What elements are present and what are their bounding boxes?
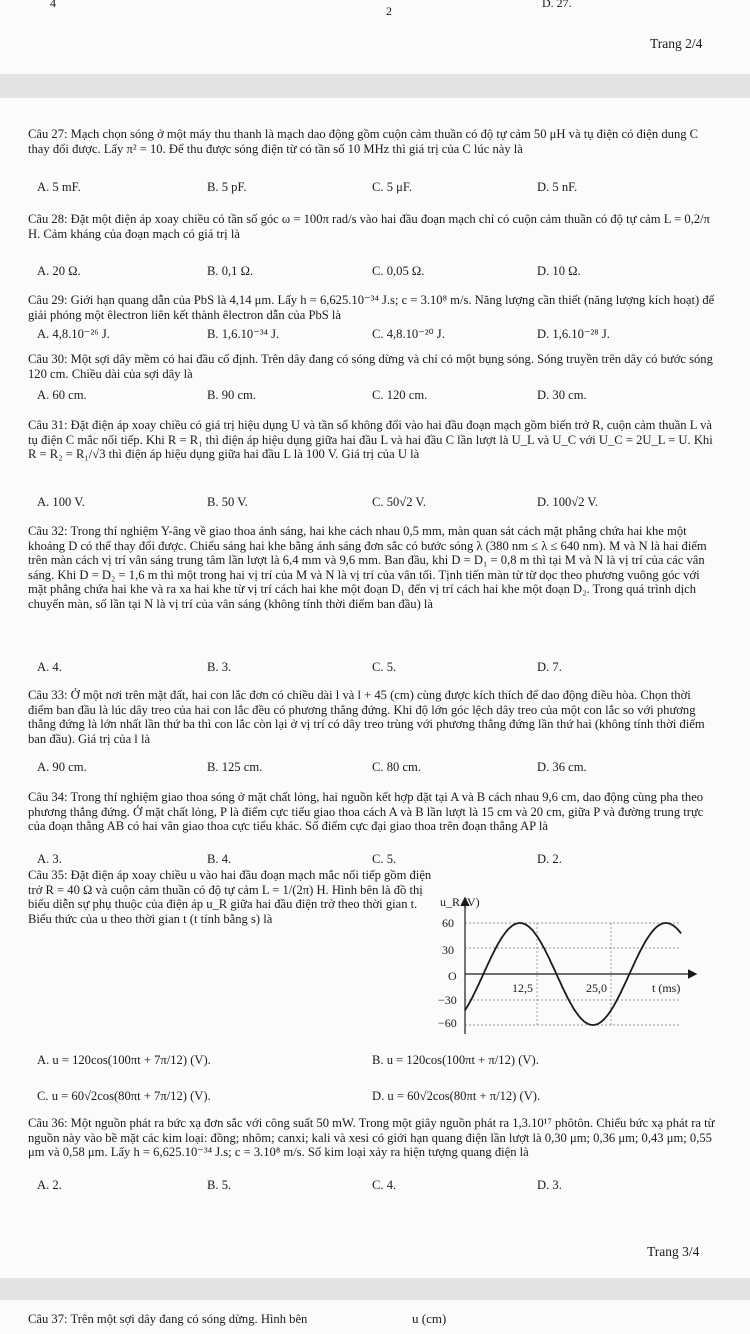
question-34: Câu 34: Trong thí nghiệm giao thoa sóng ở mặt chất lỏng, hai nguồn kết hợp đặt tại A và B cách nhau 9,6 cm, dao động cùng pha theo phương thẳng đứng. Ở mặt chất lỏng, P là điểm cực tiểu giao thoa cách A và B lần lượt là 15 cm và 20 cm, giữa P và đường trung trực của đoạn thẳng AB có hai vân giao thoa cực tiểu khác. Số điểm cực đại giao thoa trên đoạn thẳng AP là xyxy=(28,790,704,834)
option-b[interactable]: B. 5 pF. xyxy=(207,180,247,194)
graph-y-tick-neg60: −60 xyxy=(438,1016,457,1030)
header-fragment-1: 4 xyxy=(50,0,56,10)
question-30-options xyxy=(37,388,717,404)
question-27: Câu 27: Mạch chọn sóng ở một máy thu thanh là mạch dao động gồm cuộn cảm thuần có độ tự cảm 50 μH và tụ điện có điện dung C thay đổi được. Lấy π² = 10. Để thu được sóng điện từ có tần số 10 MHz thì giá trị của C lúc này là xyxy=(28,127,699,156)
option-b[interactable]: B. 1,6.10⁻³⁴ J. xyxy=(207,327,280,341)
question-30: Câu 30: Một sợi dây mềm có hai đầu cố định. Trên dây đang có sóng dừng và chỉ có một bụng sóng. Sóng truyền trên dây có bước sóng 120 cm. Chiều dài của sợi dây là xyxy=(28,352,713,381)
graph-y-label: u_R (V) xyxy=(440,895,480,909)
option-a[interactable]: A. 4. xyxy=(37,660,62,674)
option-c[interactable]: C. 5. xyxy=(372,660,397,674)
question-28: Câu 28: Đặt một điện áp xoay chiều có tần số góc ω = 100π rad/s vào hai đầu đoạn mạch chỉ có cuộn cảm thuần có độ tự cảm L = 0,2/π H. Cảm kháng của đoạn mạch có giá trị là xyxy=(28,212,710,241)
question-37: Câu 37: Trên một sợi dây đang có sóng dừng. Hình bên xyxy=(28,1312,308,1326)
option-a[interactable]: A. 4,8.10⁻²⁶ J. xyxy=(37,327,110,341)
question-32-options xyxy=(37,660,717,676)
graph-x-tick-25-0: 25,0 xyxy=(586,981,607,995)
option-b[interactable]: B. 5. xyxy=(207,1178,232,1192)
question-28-options xyxy=(37,264,717,280)
question-27-options xyxy=(37,180,717,196)
option-a[interactable]: A. 5 mF. xyxy=(37,180,81,194)
question-36-options xyxy=(37,1178,717,1194)
graph-x-tick-12-5: 12,5 xyxy=(512,981,533,995)
option-b[interactable]: B. 50 V. xyxy=(207,495,248,509)
option-d[interactable]: D. 36 cm. xyxy=(537,760,587,774)
option-d[interactable]: D. 2. xyxy=(537,852,562,866)
option-b[interactable]: B. u = 120cos(100πt + π/12) (V). xyxy=(372,1053,539,1067)
graph-y-tick-30: 30 xyxy=(442,943,454,957)
graph-y-tick-neg30: −30 xyxy=(438,993,457,1007)
question-36: Câu 36: Một nguồn phát ra bức xạ đơn sắc với công suất 50 mW. Trong một giây nguồn phát ra 1,3.10¹⁷ phôtôn. Chiếu bức xạ phát ra từ nguồn này vào bề mặt các kim loại: đồng; nhôm; canxi; kali và xesi có giới hạn quang điện lần lượt là 0,30 μm; 0,36 μm; 0,43 μm; 0,55 μm và 0,58 μm. Lấy h = 6,625.10⁻³⁴ J.s; c = 3.10⁸ m/s. Số kim loại xảy ra hiện tượng quang điện là xyxy=(28,1116,715,1160)
option-c[interactable]: C. 0,05 Ω. xyxy=(372,264,425,278)
question-29-options xyxy=(37,326,717,342)
option-d[interactable]: D. 1,6.10⁻²⁸ J. xyxy=(537,327,610,341)
option-d[interactable]: D. 3. xyxy=(537,1178,562,1192)
header-fragment-2: 2 xyxy=(386,4,392,18)
page-label-bottom: Trang 3/4 xyxy=(647,1244,700,1259)
option-c[interactable]: C. 50√2 V. xyxy=(372,495,427,509)
question-29: Câu 29: Giới hạn quang dẫn của PbS là 4,14 μm. Lấy h = 6,625.10⁻³⁴ J.s; c = 3.10⁸ m/s. Năng lượng cần thiết (năng lượng kích hoạt) để giải phóng một êlectron liên kết thành êlectron dẫn của PbS là xyxy=(28,293,715,322)
option-c[interactable]: C. 5 μF. xyxy=(372,180,413,194)
question-32: Câu 32: Trong thí nghiệm Y-âng về giao thoa ánh sáng, hai khe cách nhau 0,5 mm, màn quan sát cách mặt phẳng chứa hai khe một khoảng D có thể thay đổi được. Chiếu sáng hai khe bằng ánh sáng đơn sắc có bước sóng λ (380 nm ≤ λ ≤ 640 nm). M và N là hai điểm trên màn cách vị trí vân sáng trung tâm lần lượt là 6,4 mm và 9,6 mm. Ban đầu, khi D = D₁ = 0,8 m thì tại M và N là vị trí của các vân sáng. Khi D = D₂ = 1,6 m thì một trong hai vị trí của M và N là vị trí của vân tối. Tịnh tiến màn từ từ dọc theo phương vuông góc với mặt phẳng chứa hai khe và ra xa hai khe từ vị trí cách hai khe một đoạn D₁ đến vị trí cách hai khe một đoạn D₂. Trong quá trình dịch chuyển màn, số lần tại N là vị trí của vân sáng (không tính thời điểm ban đầu) là xyxy=(28,524,707,611)
option-d[interactable]: D. 7. xyxy=(537,660,562,674)
graph-x-label: t (ms) xyxy=(652,981,681,995)
option-a[interactable]: A. 100 V. xyxy=(37,495,85,509)
option-d[interactable]: D. 30 cm. xyxy=(537,388,587,402)
option-c[interactable]: C. u = 60√2cos(80πt + 7π/12) (V). xyxy=(37,1089,211,1103)
option-a[interactable]: A. u = 120cos(100πt + 7π/12) (V). xyxy=(37,1053,211,1067)
question-33-options xyxy=(37,760,717,776)
option-d[interactable]: D. 10 Ω. xyxy=(537,264,581,278)
question-31-options xyxy=(37,495,717,511)
option-d[interactable]: D. u = 60√2cos(80πt + π/12) (V). xyxy=(372,1089,541,1103)
option-a[interactable]: A. 2. xyxy=(37,1178,62,1192)
graph-y-tick-60: 60 xyxy=(442,916,454,930)
option-c[interactable]: C. 5. xyxy=(372,852,397,866)
option-d[interactable]: D. 100√2 V. xyxy=(537,495,599,509)
page-label-top: Trang 2/4 xyxy=(650,36,703,51)
option-a[interactable]: A. 90 cm. xyxy=(37,760,87,774)
option-c[interactable]: C. 80 cm. xyxy=(372,760,421,774)
option-b[interactable]: B. 90 cm. xyxy=(207,388,256,402)
option-b[interactable]: B. 125 cm. xyxy=(207,760,263,774)
option-a[interactable]: A. 20 Ω. xyxy=(37,264,81,278)
question-35: Câu 35: Đặt điện áp xoay chiều u vào hai đầu đoạn mạch mắc nối tiếp gồm điện trở R = 40 Ω và cuộn cảm thuần có độ tự cảm L = 1/(2π) H. Hình bên là đồ thị biểu diễn sự phụ thuộc của điện áp u_R giữa hai đầu điện trở theo thời gian t. Biểu thức của u theo thời gian t (t tính bằng s) là xyxy=(28,868,432,926)
header-fragment-3: D. 27. xyxy=(542,0,572,10)
question-31: Câu 31: Đặt điện áp xoay chiều có giá trị hiệu dụng U và tần số không đổi vào hai đầu đoạn mạch gồm biến trở R, cuộn cảm thuần L và tụ điện C mắc nối tiếp. Khi R = R₁ thì điện áp hiệu dụng giữa hai đầu L và hai đầu C lần lượt là U_L và U_C với U_C = 2U_L = U. Khi R = R₂ = R₁/√3 thì điện áp hiệu dụng giữa hai đầu L là 100 V. Giá trị của U là xyxy=(28,418,713,462)
question-35-options-ab xyxy=(37,1053,717,1069)
option-a[interactable]: A. 3. xyxy=(37,852,62,866)
option-b[interactable]: B. 0,1 Ω. xyxy=(207,264,254,278)
ur-time-graph xyxy=(440,894,710,1044)
option-a[interactable]: A. 60 cm. xyxy=(37,388,87,402)
option-b[interactable]: B. 4. xyxy=(207,852,232,866)
question-35-options-cd xyxy=(37,1089,717,1105)
question-33: Câu 33: Ở một nơi trên mặt đất, hai con lắc đơn có chiều dài l và l + 45 (cm) cùng được kích thích để dao động điều hòa. Chọn thời điểm ban đầu là lúc dây treo của hai con lắc đều có phương thẳng đứng. Khi độ lớn góc lệch dây treo của một con lắc so với phương thẳng đứng là lớn nhất lần thứ ba thì con lắc còn lại ở vị trí có dây treo trùng với phương thẳng đứng lần thứ hai (không tính thời điểm ban đầu). Giá trị của l là xyxy=(28,688,705,746)
option-d[interactable]: D. 5 nF. xyxy=(537,180,578,194)
question-37-unit: u (cm) xyxy=(412,1311,447,1326)
option-c[interactable]: C. 4,8.10⁻²⁰ J. xyxy=(372,327,445,341)
question-34-options xyxy=(37,852,717,868)
option-b[interactable]: B. 3. xyxy=(207,660,232,674)
option-c[interactable]: C. 120 cm. xyxy=(372,388,428,402)
graph-origin: O xyxy=(448,969,457,983)
page-gap-top xyxy=(0,74,750,98)
page-gap-bottom xyxy=(0,1278,750,1300)
option-c[interactable]: C. 4. xyxy=(372,1178,397,1192)
